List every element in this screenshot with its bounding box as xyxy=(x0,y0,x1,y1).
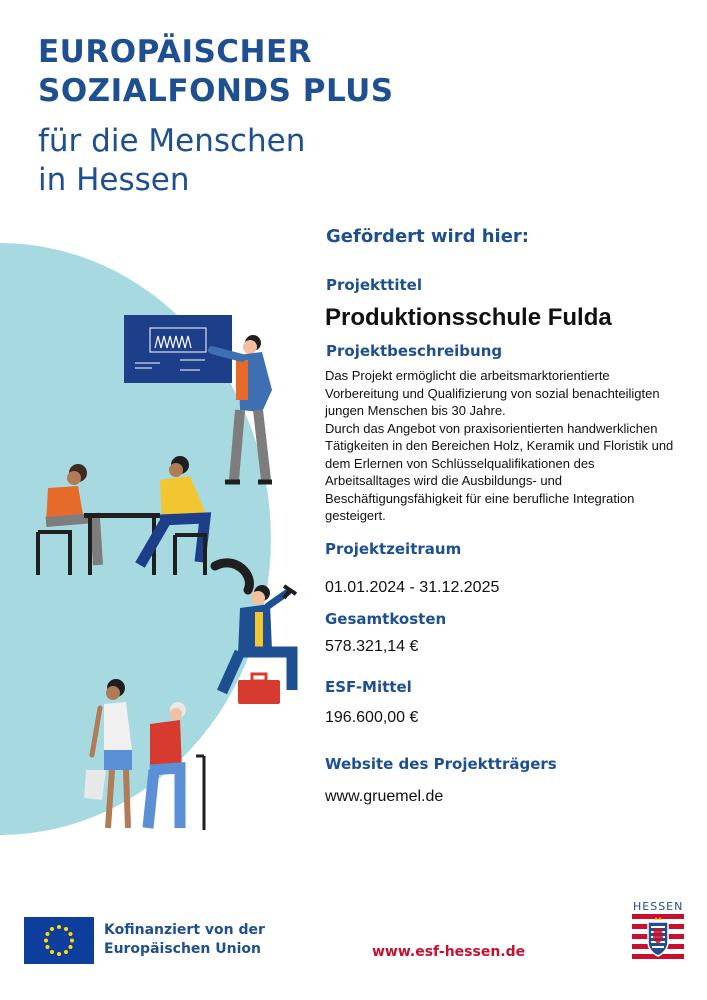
esf-funds-label: ESF-Mittel xyxy=(325,678,412,696)
total-cost-label: Gesamtkosten xyxy=(325,610,447,628)
project-period: 01.01.2024 - 31.12.2025 xyxy=(325,579,500,596)
esf-hessen-link[interactable]: www.esf-hessen.de xyxy=(372,944,526,960)
funded-label: Gefördert wird hier: xyxy=(326,226,529,247)
eu-cofunded-text: Kofinanziert von der Europäischen Union xyxy=(104,922,265,957)
header-title-line1: EUROPÄISCHER xyxy=(38,34,313,70)
header-subtitle-line2: in Hessen xyxy=(38,162,190,198)
total-cost: 578.321,14 € xyxy=(325,638,419,655)
hessen-coat-of-arms-icon xyxy=(632,914,684,962)
esf-funds-amount: 196.600,00 € xyxy=(325,709,419,726)
header-title-line2: SOZIALFONDS PLUS xyxy=(38,73,394,109)
eu-flag-icon xyxy=(24,917,94,964)
project-title: Produktionsschule Fulda xyxy=(325,304,612,331)
project-description-label: Projektbeschreibung xyxy=(326,342,503,360)
project-period-label: Projektzeitraum xyxy=(325,540,462,558)
hessen-label: HESSEN xyxy=(633,900,684,913)
project-description: Das Projekt ermöglicht die arbeitsmarktorientierte Vorbereitung und Qualifizierung von sozial benachteiligten jungen Menschen bis 30 Jahre. Durch das Angebot von praxisorientierten handwerklichen Tätigkeiten in den Bereichen Holz, Keramik und Floristik und dem Erlernen von Schlüsselqualifikationen des Arbeitsalltages wird die Ausbildungs- und Beschäftigungsfähigkeit für eine berufliche Integration gesteigert. xyxy=(325,368,674,523)
website-link[interactable]: www.gruemel.de xyxy=(325,788,444,805)
illustration-people xyxy=(0,300,320,840)
header-subtitle-line1: für die Menschen xyxy=(38,123,306,159)
project-title-label: Projekttitel xyxy=(326,276,422,294)
website-label: Website des Projektträgers xyxy=(325,755,557,773)
